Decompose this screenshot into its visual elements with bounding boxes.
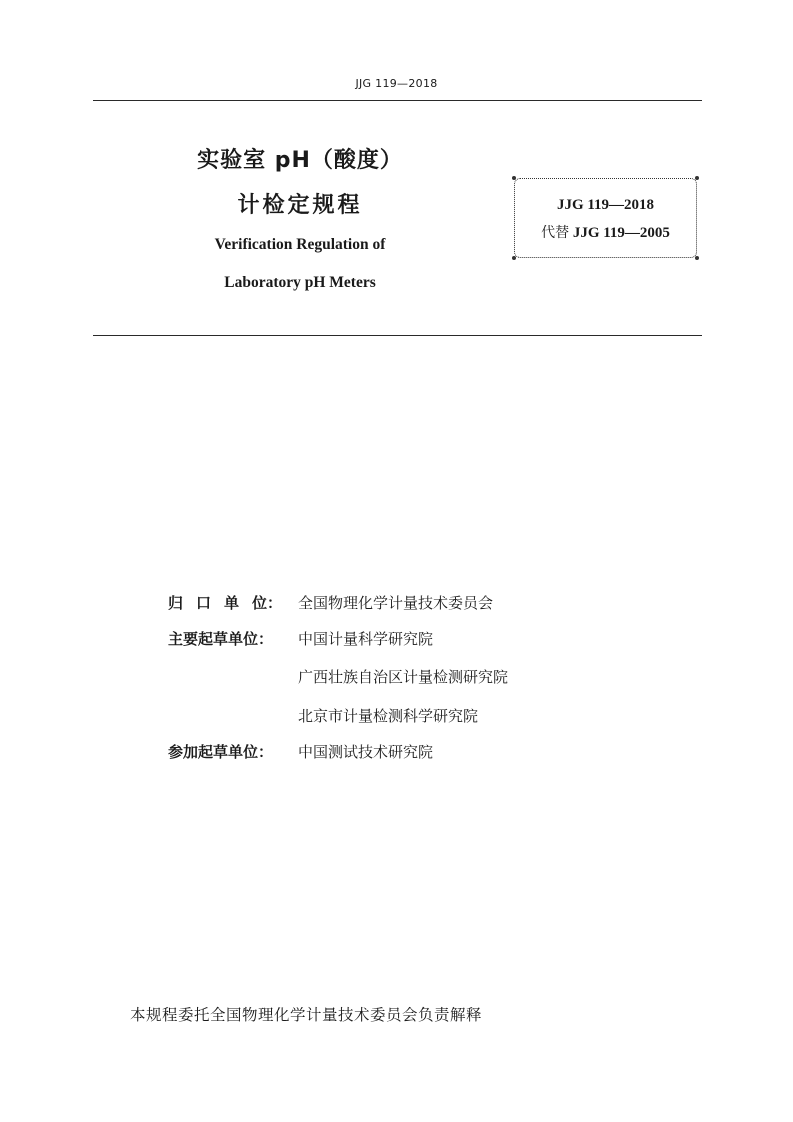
participating-unit: 中国测试技术研究院 bbox=[298, 743, 434, 761]
replaced-code: JJG 119—2005 bbox=[572, 225, 670, 241]
title-chinese-line-1: 实验室 pH（酸度） bbox=[197, 148, 403, 173]
current-code: JJG 119—2018 bbox=[556, 197, 655, 213]
interpretation-note: 本规程委托全国物理化学计量技术委员会负责解释 bbox=[130, 1006, 483, 1024]
corner-dot bbox=[512, 256, 516, 260]
main-drafting-label: 主要起草单位： bbox=[168, 630, 274, 648]
main-drafting-unit-1: 中国计量科学研究院 bbox=[298, 630, 434, 648]
main-drafting-unit-3: 北京市计量检测科学研究院 bbox=[298, 707, 479, 725]
title-english-line-2: Laboratory pH Meters bbox=[224, 274, 376, 291]
corner-dot bbox=[695, 256, 699, 260]
corner-dot bbox=[695, 176, 699, 180]
title-english-line-1: Verification Regulation of bbox=[214, 236, 386, 253]
centralized-unit-value: 全国物理化学计量技术委员会 bbox=[298, 594, 494, 612]
participating-label: 参加起草单位： bbox=[168, 743, 274, 761]
corner-dot bbox=[512, 176, 516, 180]
header-divider bbox=[93, 100, 702, 101]
header-regulation-code: JJG 119—2018 bbox=[355, 77, 438, 90]
replaces-code-line bbox=[515, 222, 696, 242]
title-chinese-line-2: 计检定规程 bbox=[237, 193, 363, 218]
centralized-unit-label: 归口单位： bbox=[168, 594, 283, 612]
title-divider bbox=[93, 335, 702, 336]
main-drafting-unit-2: 广西壮族自治区计量检测研究院 bbox=[298, 668, 509, 686]
regulation-code-box bbox=[514, 178, 697, 258]
replaces-prefix: 代替 bbox=[541, 225, 570, 241]
